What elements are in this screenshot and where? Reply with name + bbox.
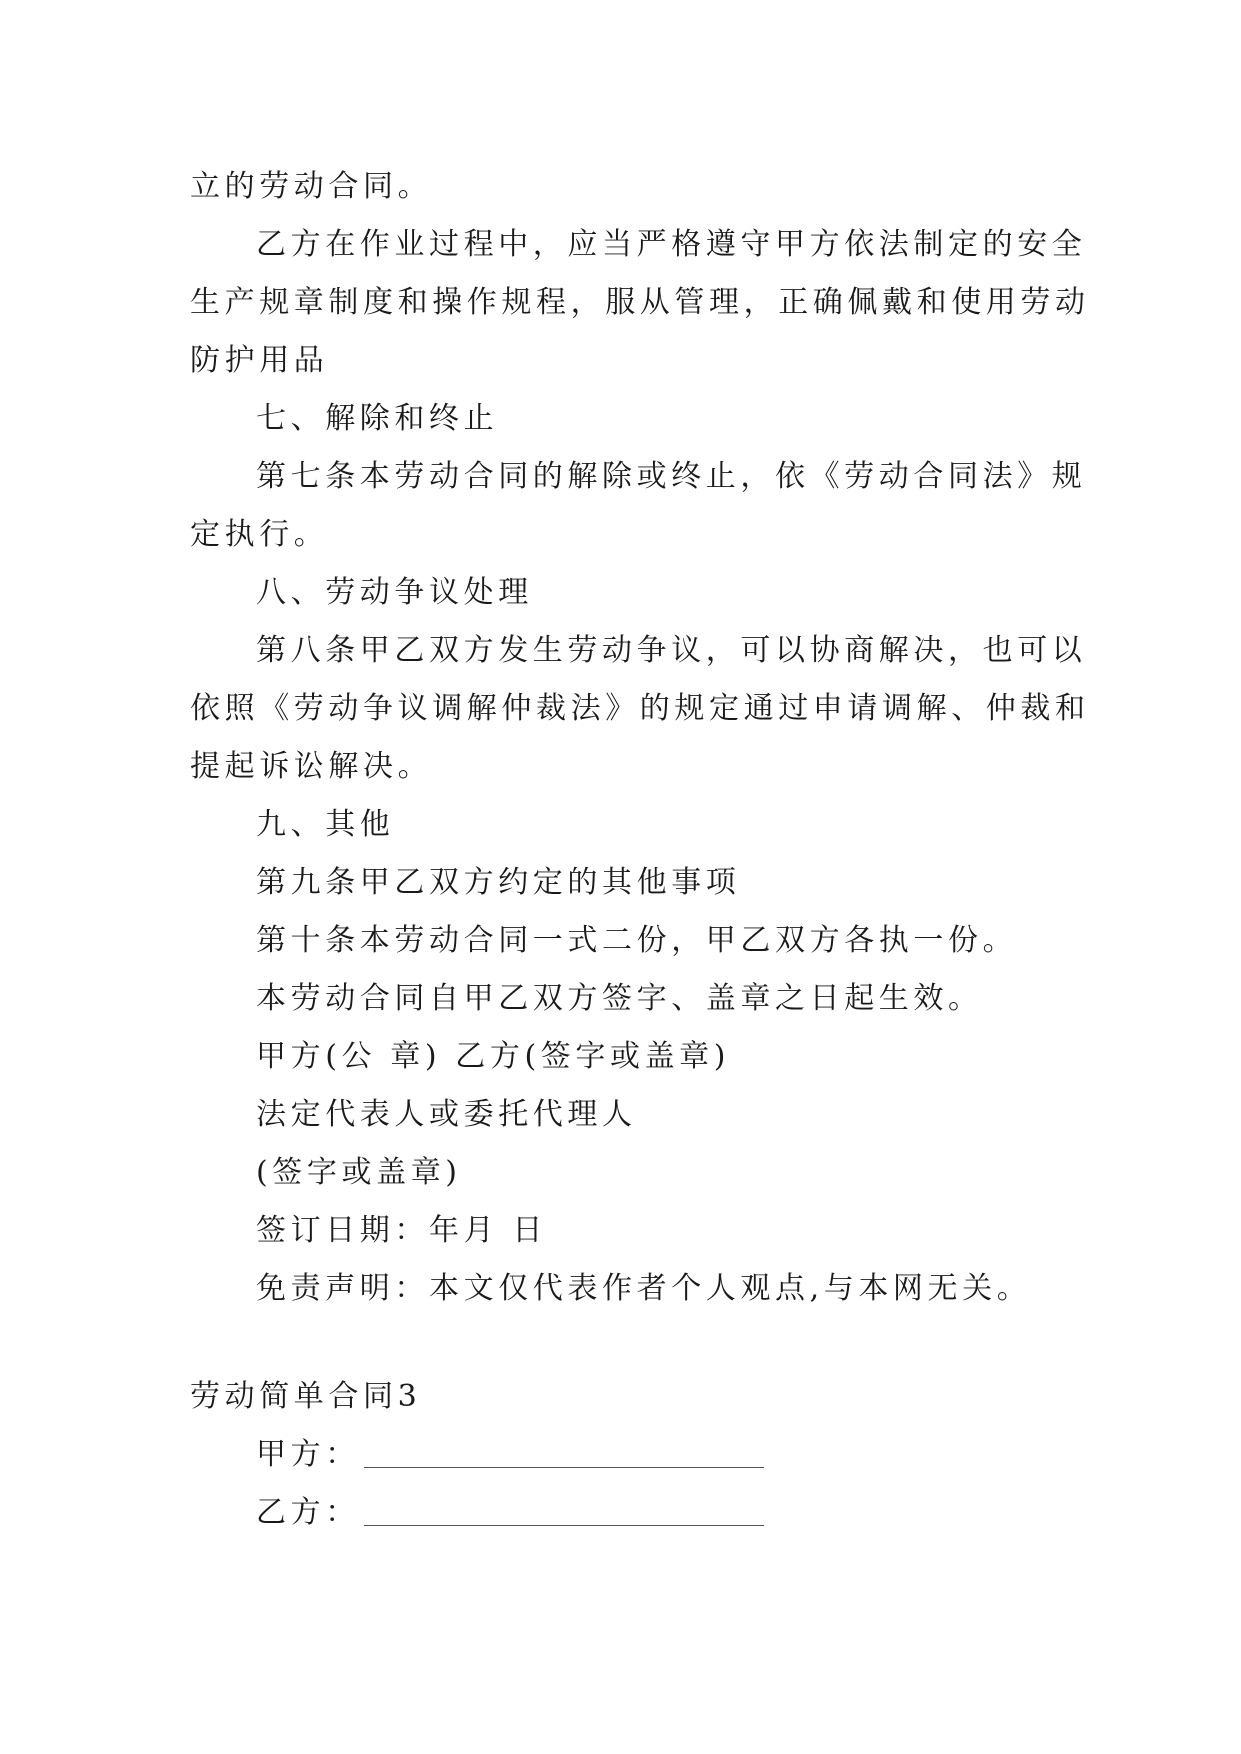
signature-or-seal: (签字或盖章) — [256, 1155, 462, 1190]
party-a-blank — [364, 1439, 764, 1468]
party-a-label: 甲方： — [256, 1437, 360, 1472]
article-8-cont-1: 依照《劳动争议调解仲裁法》的规定通过申请调解、仲裁和 — [190, 691, 1090, 726]
signature-parties: 甲方(公 章) 乙方(签字或盖章) — [256, 1039, 731, 1074]
document-body — [190, 158, 1090, 1542]
legal-representative: 法定代表人或委托代理人 — [256, 1097, 637, 1132]
party-b-blank — [364, 1497, 764, 1526]
section-heading-termination: 七、解除和终止 — [256, 401, 499, 436]
article-7: 第七条本劳动合同的解除或终止，依《劳动合同法》规 — [256, 459, 1087, 494]
article-8-cont-2: 提起诉讼解决。 — [190, 749, 433, 784]
party-b-label: 乙方： — [256, 1495, 360, 1530]
article-7-cont: 定执行。 — [190, 517, 329, 552]
disclaimer: 免责声明：本文仅代表作者个人观点,与本网无关。 — [256, 1271, 1032, 1306]
party-b-row — [190, 1484, 1060, 1542]
section-heading-other: 九、其他 — [256, 807, 395, 842]
article-9: 第九条甲乙双方约定的其他事项 — [256, 865, 741, 900]
section-heading-dispute: 八、劳动争议处理 — [256, 575, 533, 610]
paragraph-safety-cont-2: 防护用品 — [190, 343, 329, 378]
section-gap — [190, 1318, 1060, 1368]
effective-clause: 本劳动合同自甲乙双方签字、盖章之日起生效。 — [256, 981, 983, 1016]
paragraph-safety-cont-1: 生产规章制度和操作规程，服从管理，正确佩戴和使用劳动 — [190, 285, 1090, 320]
paragraph-safety: 乙方在作业过程中，应当严格遵守甲方依法制定的安全 — [256, 227, 1087, 262]
paragraph-continuation: 立的劳动合同。 — [190, 169, 433, 204]
article-8: 第八条甲乙双方发生劳动争议，可以协商解决，也可以 — [256, 633, 1087, 668]
party-a-row — [190, 1426, 1060, 1484]
signing-date: 签订日期：年月 日 — [256, 1213, 547, 1248]
article-10: 第十条本劳动合同一式二份，甲乙双方各执一份。 — [256, 923, 1018, 958]
section-title: 劳动简单合同3 — [190, 1379, 422, 1414]
